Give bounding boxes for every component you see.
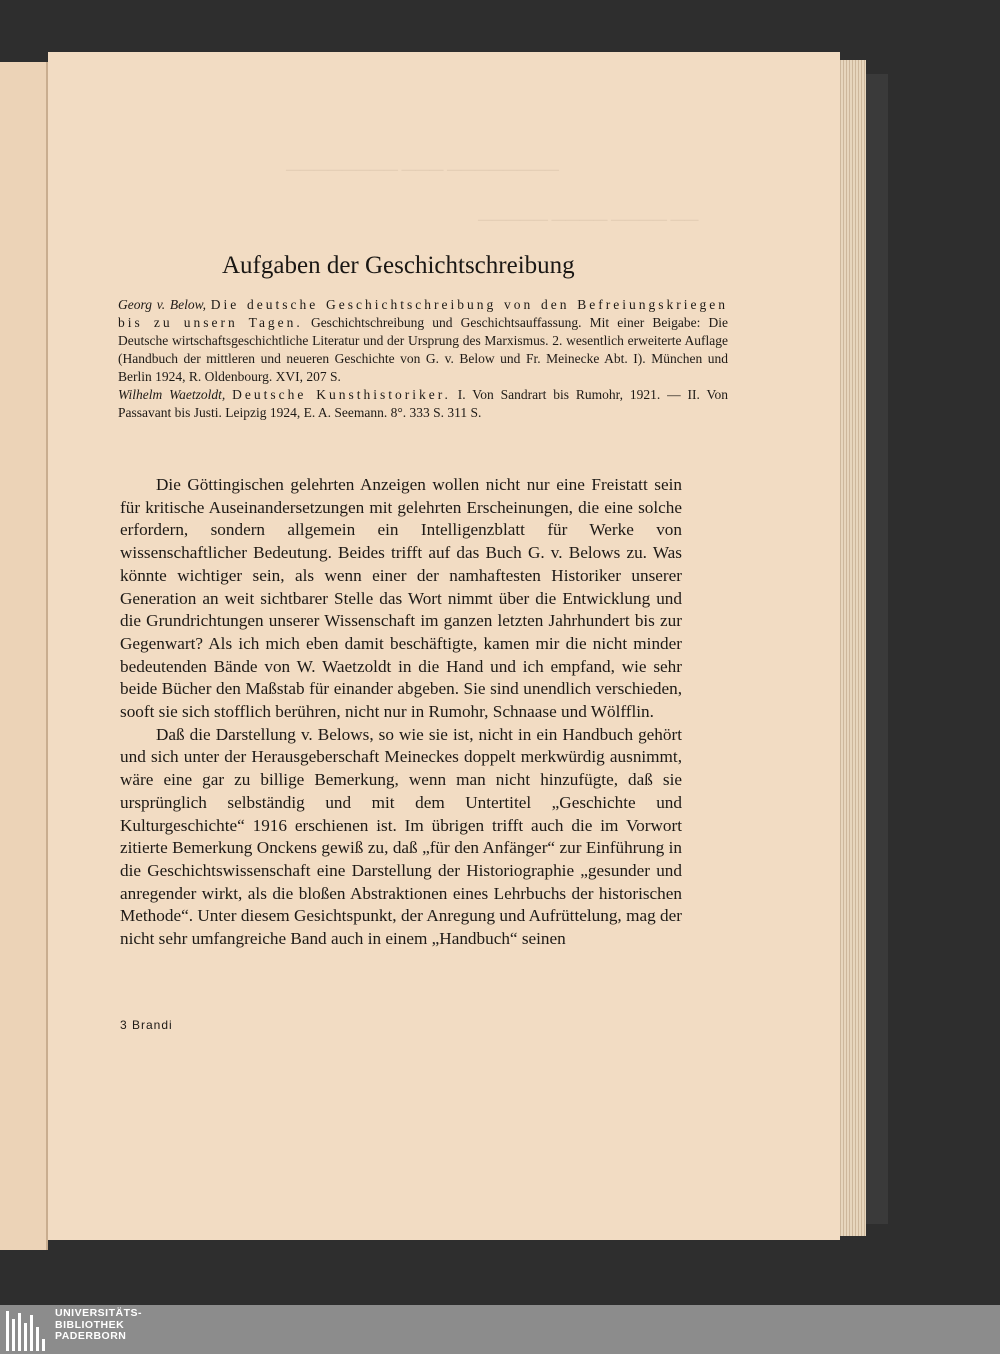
logo-line: BIBLIOTHEK [55,1318,125,1331]
paragraph: Die Göttingischen gelehrten Anzeigen wollen nicht nur eine Freistatt sein für kritische Auseinandersetzungen mit gelehrten Erscheinungen, die eine solche erfordern, sondern allgemein ein Intelligenzblatt für Werke von wissenschaftlicher Bedeutung. Beides trifft auf das Buch G. v. Belows zu. Was könnte wichtiger sein, als wenn einer der namhaftesten Historiker unserer Generation an weit sichtbarer Stelle das Wort nimmt über die Entwicklung und die Grundrichtungen unserer Wissenschaft im ganzen letzten Jahrhundert bis zur Gegenwart? Als ich mich eben damit beschäftigte, kamen mir die nicht minder bedeutenden Bände von W. Waetzoldt in die Hand und ich empfand, wie sehr beide Bücher den Maßstab für einander abgeben. Sie sind unendlich verschieden, sooft sie sich stofflich berühren, nicht nur in Rumohr, Schnaase und Wölfflin. [120,475,682,722]
library-logo-icon [6,1311,46,1351]
library-footer [0,1305,1000,1354]
reference-entry [118,386,728,422]
library-logo-text [55,1308,142,1343]
page-title: Aufgaben der Geschichtschreibung [222,252,575,279]
page-block-edges [838,60,866,1236]
logo-line: UNIVERSITÄTS- [55,1307,143,1319]
logo-line: PADERBORN [55,1330,127,1342]
body-text [120,474,682,951]
bleed-through-line: ———————— ——— ———————— [286,163,559,178]
reference-title: Deutsche Kunsthistoriker. [232,387,451,402]
reference-entry [118,296,728,386]
signature-mark: 3 Brandi [120,1018,173,1032]
book-page [48,52,840,1240]
reference-details: I. Von Sandrart bis Rumohr, 1921. — II. Von Passavant bis Justi. Leipzig 1924, E. A. Seemann. 8°. 333 S. 311 S. [118,387,729,420]
bibliography [118,296,728,422]
reference-author: Georg v. Below, [118,297,207,312]
reference-title: Die deutsche Geschichtschreibung von den Befreiungskriegen bis zu unsern Tagen. [118,297,728,330]
bleed-through-line: ————— ———— ———— —— [478,213,699,228]
book-cover-edge [866,74,888,1224]
reference-author: Wilhelm Waetzoldt, [118,387,226,402]
reference-details: Geschichtschreibung und Geschichtsauffassung. Mit einer Beigabe: Die Deutsche wirtschaftsgeschichtliche Literatur und der Ursprung des Marxismus. 2. wesentlich erweiterte Auflage (Handbuch der mittleren und neueren Geschichte von G. v. Below und Fr. Meinecke Abt. I). München und Berlin 1924, R. Oldenbourg. XVI, 207 S. [118,315,729,384]
facing-page-edge [0,62,48,1250]
paragraph: Daß die Darstellung v. Belows, so wie sie ist, nicht in ein Handbuch gehört und sich unter der Herausgeberschaft Meineckes doppelt merkwürdig ausnimmt, wäre eine gar zu billige Bemerkung, wenn man nicht hinzufügte, daß sie ursprünglich selbständig und mit dem Untertitel „Geschichte und Kulturgeschichte“ 1916 erschienen ist. Im übrigen trifft auch die im Vorwort zitierte Bemerkung Onckens gewiß zu, daß „für den Anfänger“ zur Einführung in die Geschichtswissenschaft eine Darstellung der Historiographie „gesunder und anregender wirkt, als die bloßen Abstraktionen eines Lehrbuchs der historischen Methode“. Unter diesem Gesichtspunkt, der Anregung und Aufrüttelung, mag der nicht sehr umfangreiche Band auch in einem „Handbuch“ seinen [120,724,682,949]
